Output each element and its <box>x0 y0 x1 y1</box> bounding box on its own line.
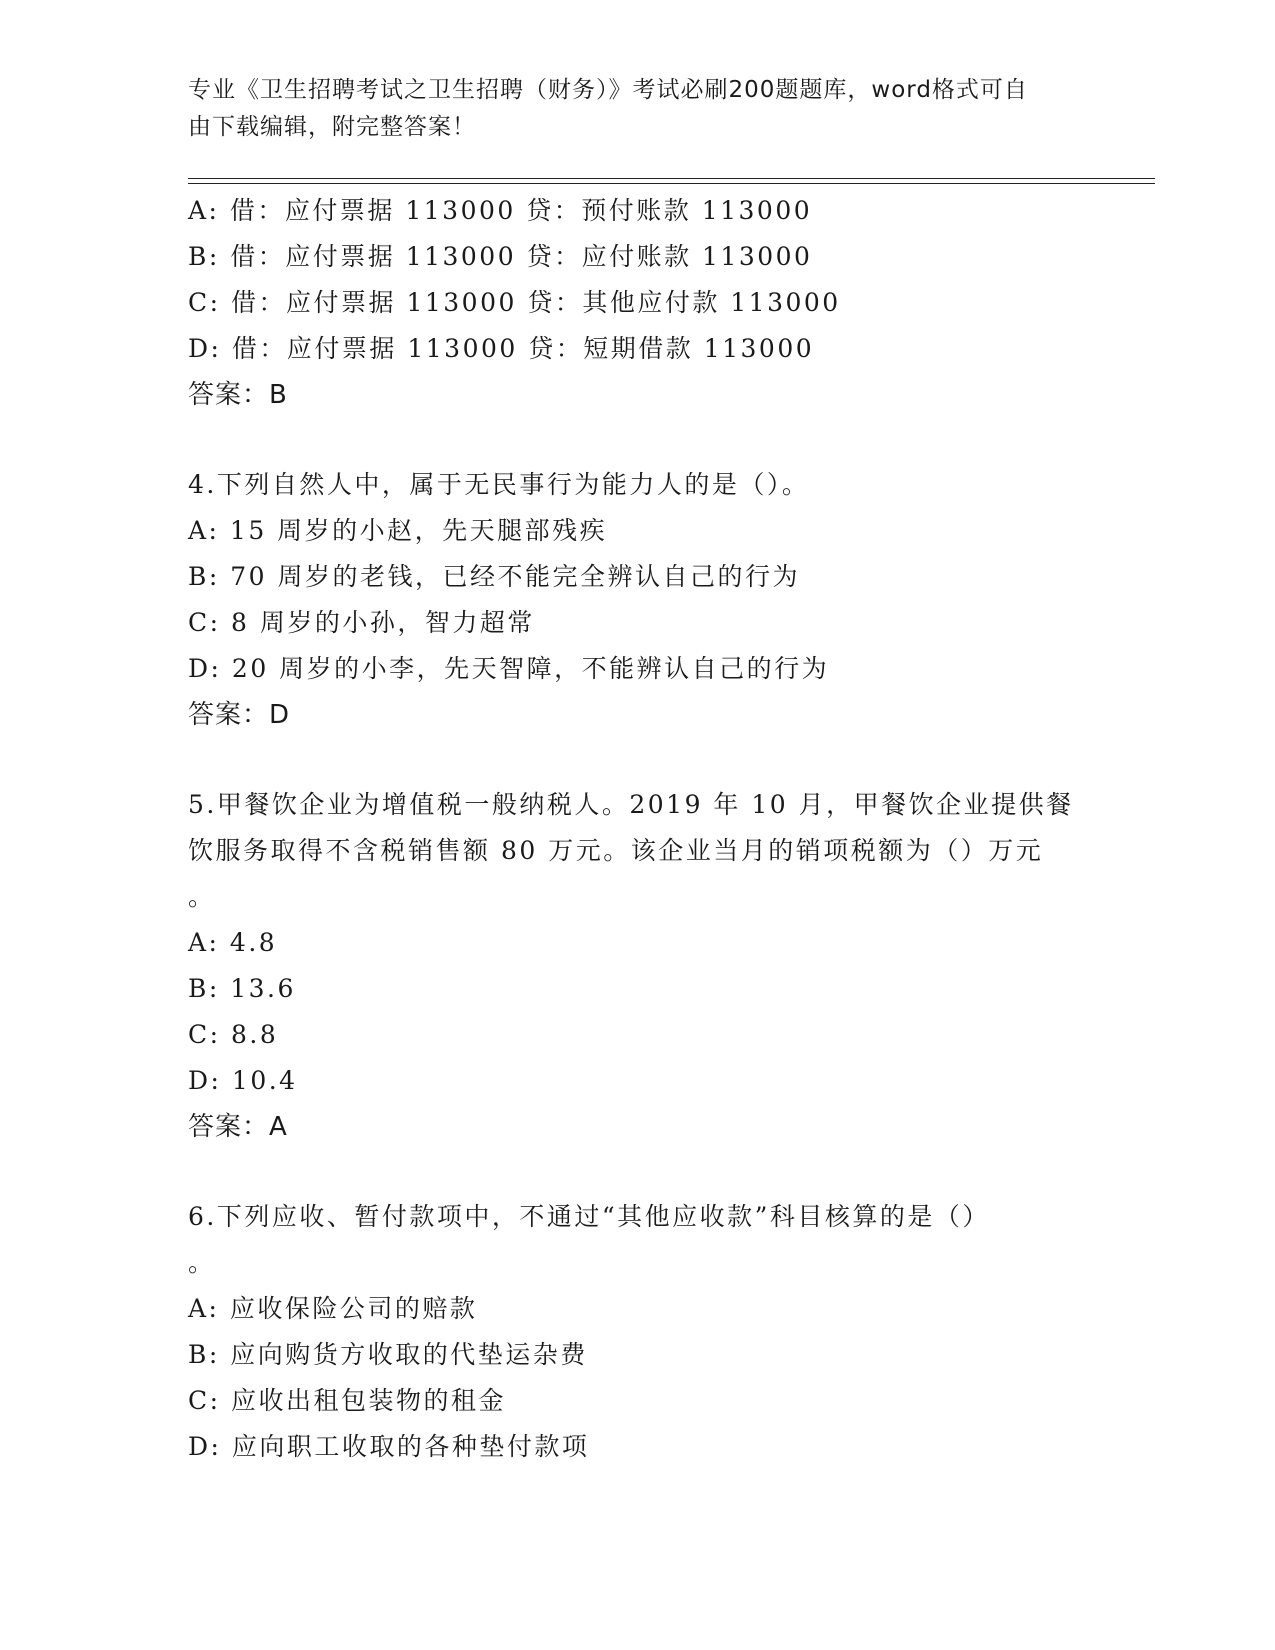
option-a: A: 15 周岁的小赵，先天腿部残疾 <box>188 516 608 545</box>
option-d: D: 应向职工收取的各种垫付款项 <box>188 1432 590 1461</box>
question-5 <box>188 782 1088 1150</box>
header-line-2: 由下载编辑，附完整答案！ <box>188 114 476 140</box>
option-b: B: 13.6 <box>188 974 296 1003</box>
question-4 <box>188 462 1088 738</box>
spacer <box>188 1150 1088 1194</box>
option-a: A: 应收保险公司的赔款 <box>188 1294 478 1323</box>
question-stem: 4.下列自然人中，属于无民事行为能力人的是（）。 <box>188 470 810 499</box>
answer: 答案：B <box>188 380 288 410</box>
question-stem-line: 。 <box>188 882 216 911</box>
answer: 答案：A <box>188 1112 288 1142</box>
option-a: A: 4.8 <box>188 928 278 957</box>
header-line-1: 专业《卫生招聘考试之卫生招聘（财务）》考试必刷200题题库，word格式可自 <box>188 77 1028 103</box>
option-c: C: 借：应付票据 113000 贷：其他应付款 113000 <box>188 288 841 317</box>
option-c: C: 8.8 <box>188 1020 279 1049</box>
spacer <box>188 418 1088 462</box>
question-stem-line: 5.甲餐饮企业为增值税一般纳税人。2019 年 10 月，甲餐饮企业提供餐 <box>188 790 1074 819</box>
option-c: C: 8 周岁的小孙，智力超常 <box>188 608 535 637</box>
answer: 答案：D <box>188 700 291 730</box>
option-b: B: 70 周岁的老钱，已经不能完全辨认自己的行为 <box>188 562 801 591</box>
option-d: D: 10.4 <box>188 1066 298 1095</box>
option-a: A: 借：应付票据 113000 贷：预付账款 113000 <box>188 196 813 225</box>
question-6 <box>188 1194 1088 1470</box>
option-d: D: 借：应付票据 113000 贷：短期借款 113000 <box>188 334 815 363</box>
option-d: D: 20 周岁的小李，先天智障，不能辨认自己的行为 <box>188 654 830 683</box>
question-stem-line: 6.下列应收、暂付款项中，不通过“其他应收款”科目核算的是（） <box>188 1202 990 1231</box>
document-header <box>188 72 1088 146</box>
option-b: B: 借：应付票据 113000 贷：应付账款 113000 <box>188 242 813 271</box>
question-stem-line: 饮服务取得不含税销售额 80 万元。该企业当月的销项税额为（）万元 <box>188 836 1044 865</box>
option-c: C: 应收出租包装物的租金 <box>188 1386 506 1415</box>
header-divider <box>188 178 1155 184</box>
spacer <box>188 738 1088 782</box>
option-b: B: 应向购货方收取的代垫运杂费 <box>188 1340 588 1369</box>
question-3 <box>188 188 1088 418</box>
question-stem-line: 。 <box>188 1248 216 1277</box>
question-list <box>188 188 1088 1470</box>
